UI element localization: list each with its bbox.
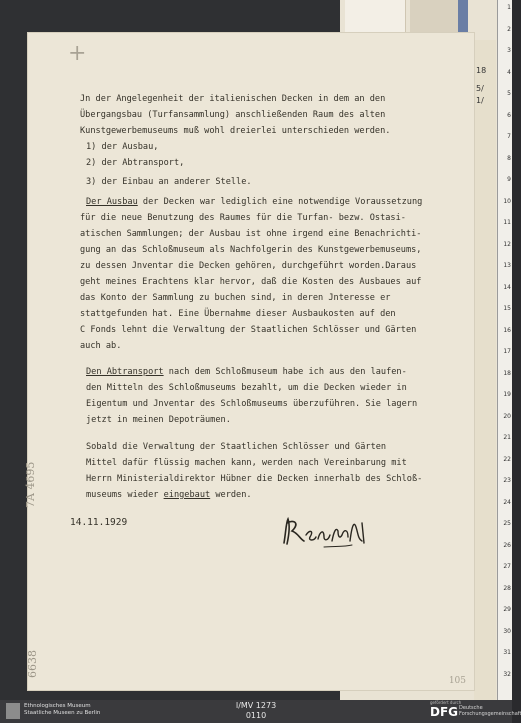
text-segment: werden. — [210, 490, 252, 500]
ruler-mark: 11 — [503, 219, 511, 226]
text-line: der Decken war lediglich eine notwendige Voraussetzung — [137, 197, 423, 207]
underlined-term: Der Ausbau — [86, 197, 138, 207]
text-line: Eigentum und Jnventar des Schloßmuseums überzuführen. Sie lagern — [86, 399, 418, 409]
scale-ruler — [497, 0, 512, 700]
page-back-edge — [474, 40, 496, 700]
text-line — [86, 487, 252, 503]
paragraph-opening — [86, 194, 422, 210]
page-number: 0110 — [245, 711, 267, 720]
ruler-mark: 2 — [507, 25, 511, 33]
ruler-mark: 32 — [503, 670, 511, 678]
ruler-mark: 17 — [503, 348, 511, 355]
text-line: Sobald die Verwaltung der Staatlichen Schlösser und Gärten — [86, 442, 387, 452]
document-date: 14.11.1929 — [70, 517, 128, 528]
ruler-mark: 22 — [503, 455, 511, 463]
text-segment: museums wieder — [86, 490, 164, 500]
ruler-mark: 27 — [503, 563, 511, 570]
institution-line: Staatliche Museen zu Berlin — [24, 710, 101, 716]
handwritten-signature — [278, 513, 374, 557]
ruler-mark: 4 — [507, 68, 511, 76]
text-line: stattgefunden hat. Eine Übernahme dieser Ausbaukosten auf den — [80, 309, 396, 319]
text-line: auch ab. — [80, 341, 122, 351]
text-line: atischen Sammlungen; der Ausbau ist ohne irgend eine Benachrichti- — [80, 229, 422, 239]
ruler-mark: 15 — [503, 305, 511, 312]
ruler-mark: 23 — [503, 477, 511, 484]
list-item: 1) der Ausbau, — [86, 142, 159, 152]
ruler-mark: 26 — [503, 541, 511, 549]
text-line: C Fonds lehnt die Verwaltung der Staatlichen Schlösser und Gärten — [80, 325, 417, 335]
dfg-name-line: Forschungsgemeinschaft — [459, 711, 521, 717]
ruler-mark: 12 — [503, 240, 511, 248]
ruler-mark: 7 — [507, 133, 511, 140]
ruler-mark: 14 — [503, 283, 511, 291]
sponsor-caption: gefördert durch — [430, 700, 462, 705]
archive-footer — [0, 700, 521, 723]
ruler-mark: 10 — [503, 197, 511, 205]
dfg-name-line: Deutsche — [459, 705, 483, 711]
underlined-term: Den Abtransport — [86, 367, 164, 377]
dfg-name — [459, 705, 521, 717]
shelfmark: I/MV 1273 — [235, 701, 277, 710]
text-line: gung an das Schloßmuseum als Nachfolgerin des Kunstgewerbemuseums, — [80, 245, 422, 255]
ruler-mark: 30 — [503, 627, 511, 635]
side-note: 5/ — [476, 84, 484, 93]
ruler-mark: 3 — [507, 47, 511, 54]
ruler-mark: 16 — [503, 326, 511, 334]
institution-line: Ethnologisches Museum — [24, 703, 91, 709]
text-line: jetzt in meinen Depoträumen. — [86, 415, 231, 425]
document-page — [24, 33, 474, 690]
underlined-term: eingebaut — [163, 490, 211, 500]
text-line: Jn der Angelegenheit der italienischen Decken in dem an den — [80, 94, 386, 104]
paragraph-opening — [86, 364, 407, 380]
ruler-mark: 28 — [503, 584, 511, 592]
ruler-mark: 13 — [503, 262, 511, 269]
text-line: den Mitteln des Schloßmuseums bezahlt, um die Decken wieder in — [86, 383, 407, 393]
text-line: Kunstgewerbemuseums muß wohl dreierlei unterschieden werden. — [80, 126, 391, 136]
side-note: 18 — [476, 66, 487, 75]
dfg-logo: DFG — [430, 705, 459, 719]
text-line: das Konto der Sammlung zu buchen sind, in deren Jnteresse er — [80, 293, 391, 303]
ruler-mark: 6 — [507, 111, 511, 119]
text-line: Übergangsbau (Turfansammlung) anschließenden Raum des alten — [80, 110, 386, 120]
text-line: zu dessen Jnventar die Decken gehören, durchgeführt worden.Daraus — [80, 261, 417, 271]
text-line: geht meines Erachtens klar hervor, daß die Kosten des Ausbaues auf — [80, 277, 422, 287]
text-line: Herrn Ministerialdirektor Hübner die Decken innerhalb des Schloß- — [86, 474, 423, 484]
ruler-mark: 5 — [507, 90, 511, 97]
ruler-mark: 21 — [503, 434, 511, 441]
ruler-mark: 18 — [503, 369, 511, 377]
text-line: für die neue Benutzung des Raumes für die Turfan- bezw. Ostasi- — [80, 213, 406, 223]
pencil-inventory-note: 7A 4695 — [24, 461, 37, 508]
ruler-mark: 31 — [503, 649, 511, 656]
ruler-mark: 29 — [503, 606, 511, 613]
ruler-mark: 19 — [503, 391, 511, 398]
list-item: 2) der Abtransport, — [86, 158, 185, 168]
ruler-mark: 24 — [503, 498, 511, 506]
ruler-mark: 1 — [507, 4, 511, 11]
ruler-mark: 8 — [507, 154, 511, 162]
corner-pencil-number: 105 — [448, 676, 466, 686]
pencil-number-note: 6638 — [26, 650, 39, 678]
ruler-mark: 9 — [507, 176, 511, 183]
ruler-mark: 25 — [503, 520, 511, 527]
text-line: Mittel dafür flüssig machen kann, werden nach Vereinbarung mit — [86, 458, 407, 468]
ruler-mark: 20 — [503, 412, 511, 420]
pencil-cross: + — [68, 41, 87, 66]
side-note: 1/ — [476, 96, 484, 105]
text-line: nach dem Schloßmuseum habe ich aus den laufen- — [163, 367, 407, 377]
list-item: 3) der Einbau an anderer Stelle. — [86, 177, 252, 187]
